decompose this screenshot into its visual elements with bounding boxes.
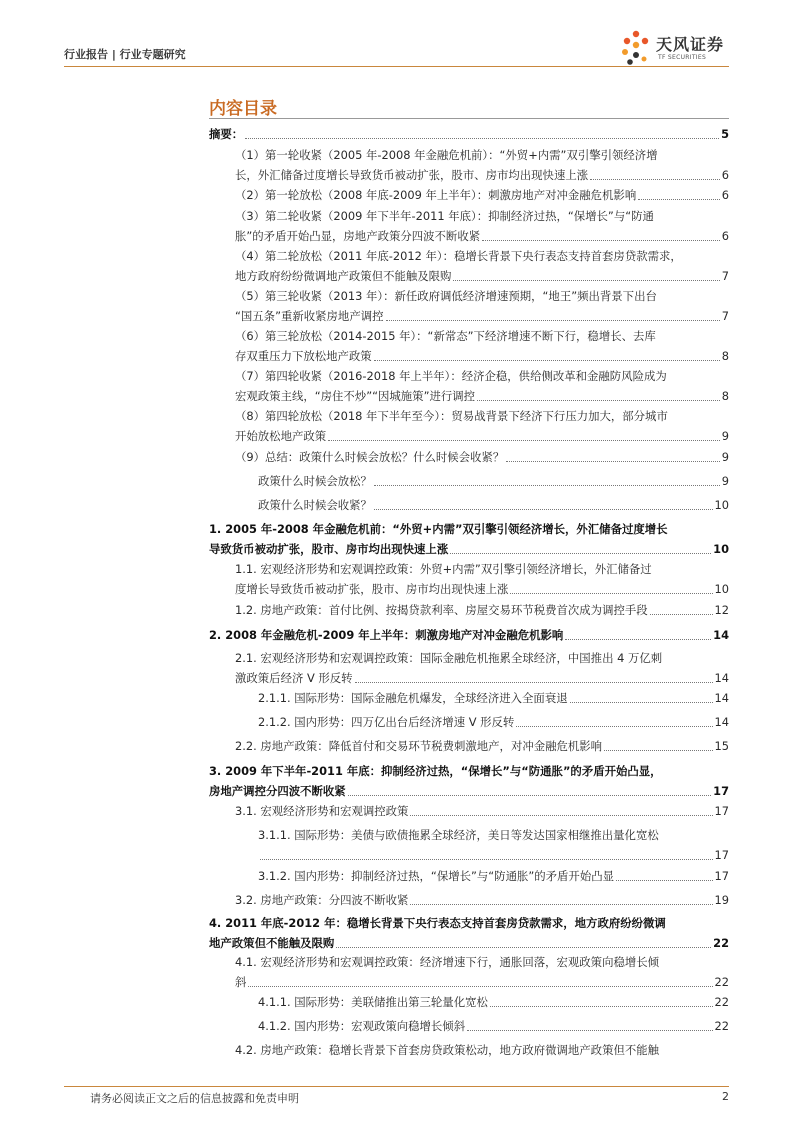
toc-leader-dots	[374, 360, 720, 361]
toc-page-number: 6	[721, 188, 729, 202]
toc-entry[interactable]	[235, 736, 729, 756]
toc-entry[interactable]	[235, 648, 729, 688]
toc-entry-text: 导致货币被动扩张，股市、房市均出现快速上涨	[209, 542, 449, 556]
toc-leader-dots	[510, 593, 712, 594]
toc-entry-text: （2）第一轮放松（2008 年底-2009 年上半年）：刺激房地产对冲金融危机影响	[235, 188, 637, 202]
toc-leader-dots	[638, 199, 720, 200]
toc-page-number: 8	[721, 349, 729, 363]
toc-entry-text: 4.1.2. 国内形势：宏观政策向稳增长倾斜	[258, 1019, 466, 1033]
footer-disclaimer: 请务必阅读正文之后的信息披露和免责申明	[90, 1092, 299, 1105]
toc-leader-dots	[516, 726, 712, 727]
toc-leader-dots	[374, 485, 720, 486]
toc-entry[interactable]	[209, 761, 729, 801]
toc-leader-dots	[482, 240, 720, 241]
toc-entry-text-line: （5）第三轮收紧（2013 年）：新任政府调低经济增速预期，“地王”频出背景下出台	[235, 289, 657, 303]
toc-entry-text: 存双重压力下放松地产政策	[235, 349, 372, 363]
toc-leader-dots	[386, 320, 720, 321]
toc-page-number: 22	[714, 1019, 729, 1033]
toc-divider	[209, 118, 729, 119]
toc-entry[interactable]	[258, 495, 729, 515]
toc-page-number: 14	[714, 715, 729, 729]
toc-leader-dots	[328, 440, 720, 441]
toc-page-number: 12	[714, 603, 729, 617]
toc-entry-text: 3.1.2. 国内形势：抑制经济过热，“保增长”与“防通胀”的矛盾开始凸显	[258, 869, 614, 883]
toc-page-number: 19	[714, 893, 729, 907]
brand-logo	[618, 28, 734, 68]
toc-entry-text-line: 1.1. 宏观经济形势和宏观调控政策：外贸+内需”双引擎引领经济增长，外汇储备过	[235, 562, 652, 576]
toc-leader-dots	[565, 639, 711, 640]
toc-entry-text: 房地产调控分四波不断收紧	[209, 784, 346, 798]
toc-entry[interactable]	[209, 124, 729, 144]
header-divider	[64, 66, 729, 67]
toc-leader-dots	[477, 400, 720, 401]
toc-leader-dots	[570, 702, 713, 703]
toc-entry[interactable]	[235, 185, 729, 205]
toc-page-number: 9	[721, 429, 729, 443]
toc-entry-text-line: 3.1.1. 国际形势：美债与欧债拖累全球经济，美日等发达国家相继推出量化宽松	[258, 828, 659, 842]
toc-page-number: 8	[721, 389, 729, 403]
toc-leader-dots	[260, 859, 713, 860]
toc-leader-dots	[410, 904, 712, 905]
toc-leader-dots	[453, 280, 719, 281]
toc-leader-dots	[348, 795, 711, 796]
toc-leader-dots	[410, 815, 712, 816]
toc-entry[interactable]	[258, 1016, 729, 1036]
logo-chinese: 天风证券	[656, 35, 725, 54]
toc-page-number: 17	[713, 784, 729, 798]
toc-entry[interactable]	[258, 866, 729, 886]
toc-leader-dots	[467, 1030, 712, 1031]
toc-entry-text: 3.1. 宏观经济形势和宏观调控政策	[235, 804, 409, 818]
toc-entry-text: 政策什么时候会收紧？	[258, 498, 372, 512]
toc-entry-text: 地产政策但不能触及限购	[209, 936, 335, 950]
toc-entry-text-line: （1）第一轮收紧（2005 年-2008 年金融危机前）：“外贸+内需”双引擎引领经济增	[235, 148, 658, 162]
logo-english: TF SECURITIES	[658, 54, 707, 61]
toc-page-number: 7	[721, 309, 729, 323]
toc-entry-text: 2.2. 房地产政策：降低首付和交易环节税费刺激地产，对冲金融危机影响	[235, 739, 603, 753]
toc-title: 内容目录	[209, 99, 277, 119]
toc-page-number: 22	[714, 995, 729, 1009]
toc-entry-text-line: 2.1. 宏观经济形势和宏观调控政策：国际金融危机拖累全球经济，中国推出 4 万亿刺	[235, 651, 663, 665]
toc-entry[interactable]	[258, 471, 729, 491]
toc-leader-dots	[336, 947, 711, 948]
toc-entry[interactable]	[235, 559, 729, 599]
toc-page-number: 22	[713, 936, 729, 950]
footer-divider	[64, 1086, 729, 1087]
toc-entry-text-line: （6）第三轮放松（2014-2015 年）：“新常态”下经济增速不断下行，稳增长、去库	[235, 329, 656, 343]
toc-leader-dots	[355, 682, 713, 683]
toc-entry-text: 宏观政策主线，“房住不炒”“因城施策”进行调控	[235, 389, 476, 403]
toc-entry[interactable]	[235, 246, 729, 286]
toc-entry[interactable]	[235, 952, 729, 992]
toc-leader-dots	[490, 1006, 713, 1007]
toc-entry-text-line: （4）第二轮放松（2011 年底-2012 年）：稳增长背景下央行表态支持首套房贷款需求，	[235, 249, 682, 263]
toc-entry-text: 斜	[235, 975, 247, 989]
toc-entry-text-line: 4. 2011 年底-2012 年：稳增长背景下央行表态支持首套房贷款需求，地方政府纷纷微调	[209, 916, 666, 930]
toc-entry-text-line: 3. 2009 年下半年-2011 年底：抑制经济过热，“保增长”与“防通胀”的矛盾开始凸显，	[209, 764, 662, 778]
toc-page-number: 14	[714, 671, 729, 685]
toc-leader-dots	[245, 138, 719, 139]
toc-entry[interactable]	[258, 688, 729, 708]
toc-entry-text: 胀”的矛盾开始凸显，房地产政策分四波不断收紧	[235, 229, 481, 243]
toc-page-number: 17	[714, 869, 729, 883]
toc-entry-text: 地方政府纷纷微调地产政策但不能触及限购	[235, 269, 452, 283]
toc-entry[interactable]	[235, 890, 729, 910]
toc-entry[interactable]	[235, 206, 729, 246]
toc-entry[interactable]	[209, 625, 729, 645]
toc-page-number: 6	[721, 168, 729, 182]
toc-page-number: 9	[721, 474, 729, 488]
toc-page-number: 7	[721, 269, 729, 283]
brand-mark-icon	[618, 28, 654, 68]
toc-leader-dots	[374, 509, 713, 510]
toc-entry-text: 长，外汇储备过度增长导致货币被动扩张，股市、房市均出现快速上涨	[235, 168, 589, 182]
toc-entry[interactable]	[258, 992, 729, 1012]
toc-entry[interactable]	[235, 145, 729, 185]
toc-entry-text: 3.2. 房地产政策：分四波不断收紧	[235, 893, 409, 907]
toc-page-number: 6	[721, 229, 729, 243]
toc-entry[interactable]	[235, 447, 729, 467]
page-number: 2	[722, 1090, 729, 1103]
toc-entry-text: “国五条”重新收紧房地产调控	[235, 309, 384, 323]
toc-page-number: 14	[714, 691, 729, 705]
toc-page-number: 9	[721, 450, 729, 464]
toc-entry-text: 开始放松地产政策	[235, 429, 327, 443]
report-category: 行业报告 | 行业专题研究	[64, 48, 186, 61]
toc-entry-text: 2.1.2. 国内形势：四万亿出台后经济增速 V 形反转	[258, 715, 515, 729]
toc-entry[interactable]	[235, 801, 729, 821]
toc-entry-text-line: （8）第四轮放松（2018 年下半年至今）：贸易战背景下经济下行压力加大，部分城市	[235, 409, 668, 423]
toc-entry[interactable]	[235, 326, 729, 366]
toc-page-number: 10	[714, 582, 729, 596]
toc-entry-text: 4.1.1. 国际形势：美联储推出第三轮量化宽松	[258, 995, 488, 1009]
toc-leader-dots	[650, 614, 713, 615]
toc-entry-text-line: （7）第四轮收紧（2016-2018 年上半年）：经济企稳，供给侧改革和金融防风险成为	[235, 369, 667, 383]
toc-entry-text: 1.2. 房地产政策：首付比例、按揭贷款利率、房屋交易环节税费首次成为调控手段	[235, 603, 648, 617]
toc-entry[interactable]	[209, 913, 729, 953]
toc-entry-text-line: 1. 2005 年-2008 年金融危机前：“外贸+内需”双引擎引领经济增长，外汇储备过度增长	[209, 522, 668, 536]
toc-entry-text-line: （3）第二轮收紧（2009 年下半年-2011 年底）：抑制经济过热，“保增长”与“防通	[235, 209, 654, 223]
toc-entry-text: （9）总结：政策什么时候会放松？什么时候会收紧？	[235, 450, 505, 464]
toc-leader-dots	[590, 179, 720, 180]
toc-leader-dots	[450, 553, 711, 554]
toc-page-number: 10	[713, 542, 729, 556]
toc-entry-text: 政策什么时候会放松？	[258, 474, 372, 488]
toc-page-number: 22	[714, 975, 729, 989]
toc-entry[interactable]	[235, 1040, 729, 1060]
toc-entry[interactable]	[235, 286, 729, 326]
toc-entry-text: 2.1.1. 国际形势：国际金融危机爆发，全球经济进入全面衰退	[258, 691, 568, 705]
toc-entry[interactable]	[235, 600, 729, 620]
toc-entry-text: 激政策后经济 V 形反转	[235, 671, 353, 685]
toc-entry-text-line: 4.2. 房地产政策：稳增长背景下首套房贷政策松动，地方政府微调地产政策但不能触	[235, 1043, 660, 1057]
toc-page-number: 17	[714, 848, 729, 862]
toc-page-number: 10	[714, 498, 729, 512]
toc-entry[interactable]	[235, 406, 729, 446]
toc-entry[interactable]	[209, 519, 729, 559]
toc-page-number: 5	[721, 127, 729, 141]
toc-page-number: 17	[714, 804, 729, 818]
toc-leader-dots	[616, 880, 713, 881]
toc-leader-dots	[604, 750, 712, 751]
toc-leader-dots	[248, 986, 712, 987]
toc-entry-text: 2. 2008 年金融危机-2009 年上半年：刺激房地产对冲金融危机影响	[209, 628, 564, 642]
toc-entry-text: 度增长导致货币被动扩张，股市、房市均出现快速上涨	[235, 582, 509, 596]
toc-entry[interactable]	[258, 825, 729, 865]
toc-entry-text: 摘要：	[209, 127, 244, 141]
toc-leader-dots	[506, 461, 720, 462]
toc-page-number: 15	[714, 739, 729, 753]
toc-entry[interactable]	[258, 712, 729, 732]
toc-page-number: 14	[713, 628, 729, 642]
toc-entry-text-line: 4.1. 宏观经济形势和宏观调控政策：经济增速下行，通胀回落，宏观政策向稳增长倾	[235, 955, 660, 969]
toc-entry[interactable]	[235, 366, 729, 406]
